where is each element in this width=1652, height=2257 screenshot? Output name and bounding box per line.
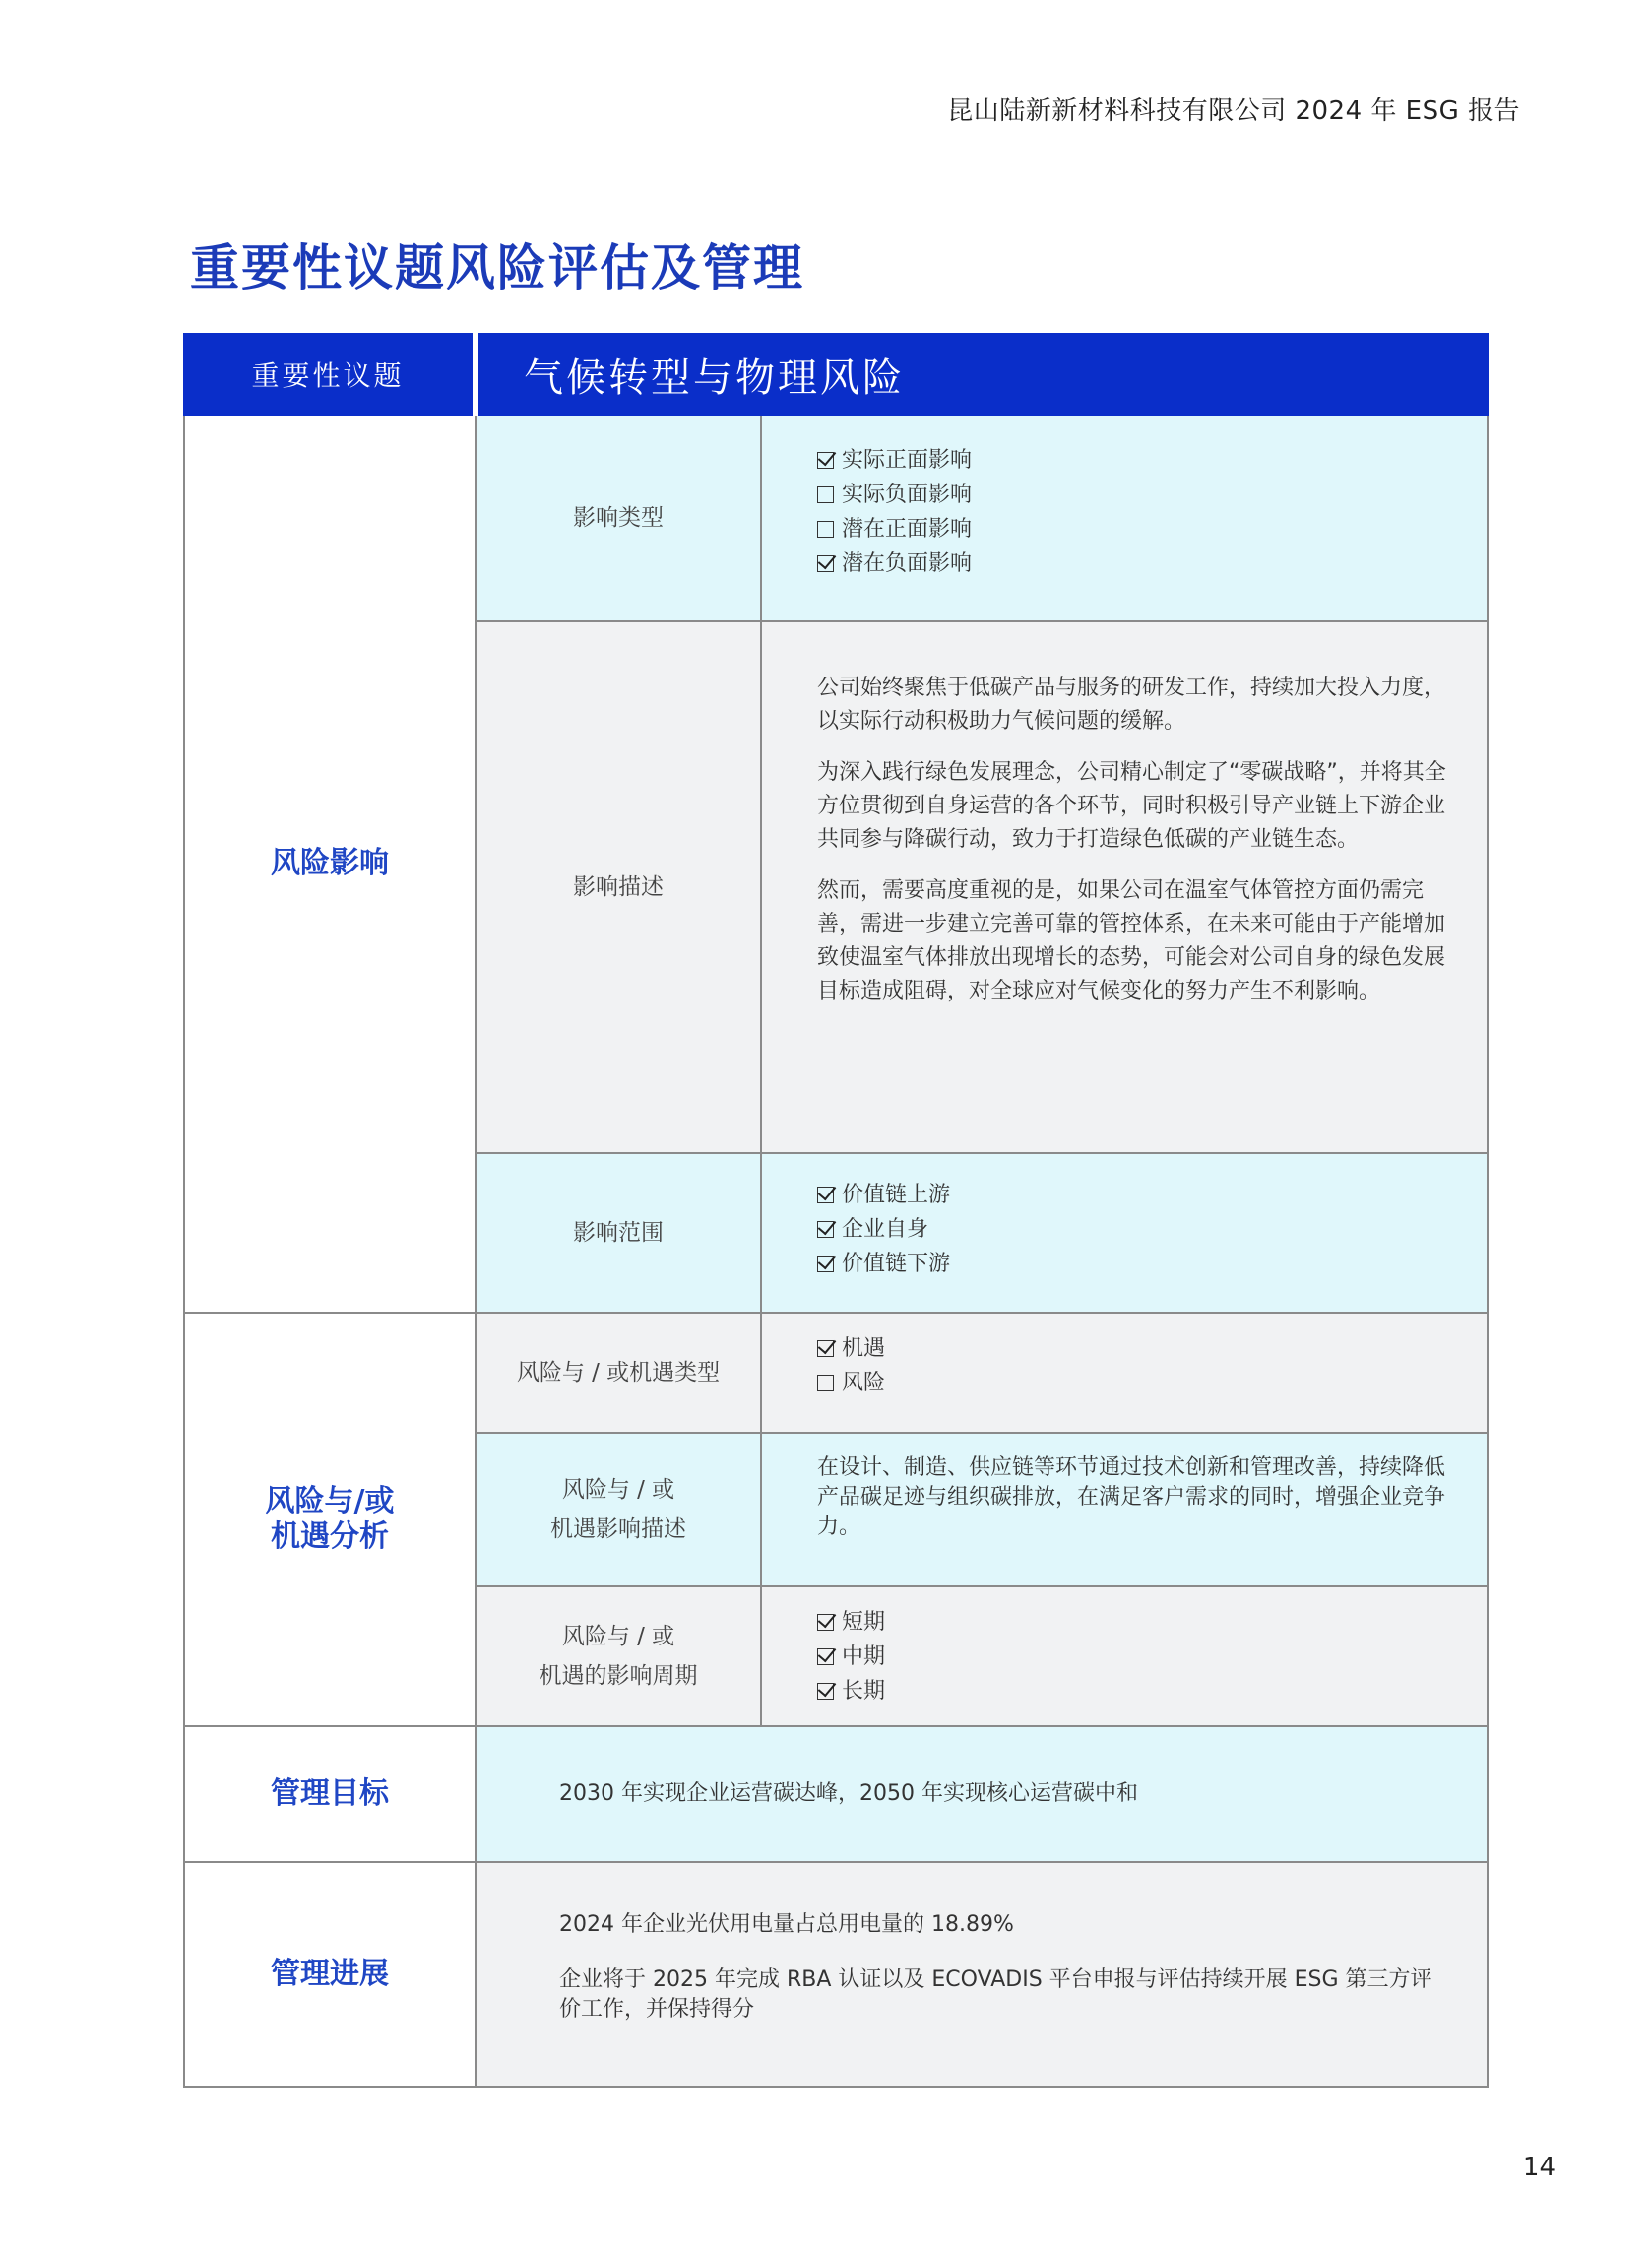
impact-desc-paragraph: 为深入践行绿色发展理念，公司精心制定了“零碳战略”，并将其全方位贯彻到自身运营的各个环节，同时积极引导产业链上下游企业共同参与降碳行动，致力于打造绿色低碳的产业链生态。 [817,760,1446,852]
checkbox-checked-icon [817,452,834,469]
mgmt-progress-label: 管理进展 [183,1863,477,2088]
ro-desc-text: 在设计、制造、供应链等环节通过技术创新和管理改善，持续降低产品碳足迹与组织碳排放，在满足客户需求的同时，增强企业竞争力。 [762,1434,1489,1587]
page-number: 14 [1522,2153,1556,2182]
checkbox-item [817,1247,1447,1281]
checkbox-label: 价值链上游 [842,1182,951,1207]
checkbox-checked-icon [817,1187,834,1203]
risk-opportunity-label [183,1314,477,1727]
checkbox-unchecked-icon [817,1375,834,1391]
checkbox-label: 价值链下游 [842,1251,951,1276]
checkbox-item [817,1178,1447,1212]
checkbox-item [817,1366,1447,1400]
impact-desc-paragraph: 公司始终聚焦于低碳产品与服务的研发工作，持续加大投入力度，以实际行动积极助力气候问题的缓解。 [817,676,1446,734]
impact-desc-label: 影响描述 [477,622,762,1154]
checkbox-item [817,547,1447,581]
checkbox-unchecked-icon [817,486,834,503]
checkbox-label: 企业自身 [842,1216,929,1242]
checkbox-label: 实际负面影响 [842,482,973,507]
report-header: 昆山陆新新材料科技有限公司 2024 年 ESG 报告 [947,97,1520,126]
impact-desc-paragraph: 然而，需要高度重视的是，如果公司在温室气体管控方面仍需完善，需进一步建立完善可靠的管控体系，在未来可能由于产能增加致使温室气体排放出现增长的态势，可能会对公司自身的绿色发展目标造成阻碍，对全球应对气候变化的努力产生不利影响。 [817,878,1446,1003]
checkbox-checked-icon [817,1221,834,1238]
materiality-table [183,333,1489,2088]
checkbox-checked-icon [817,1683,834,1700]
page-title: 重要性议题风险评估及管理 [190,239,804,296]
ro-desc-label [477,1434,762,1587]
checkbox-unchecked-icon [817,521,834,538]
ro-period-label-line1: 风险与 / 或 [561,1624,675,1649]
checkbox-item [817,1212,1447,1247]
risk-opportunity-label-line2: 机遇分析 [271,1519,389,1554]
checkbox-item [817,1674,1447,1709]
topic-label-header: 重要性议题 [183,333,473,416]
ro-desc-label-line1: 风险与 / 或 [561,1477,675,1503]
checkbox-label: 中期 [842,1644,886,1669]
ro-period-options [762,1587,1489,1727]
mgmt-progress-paragraph: 2024 年企业光伏用电量占总用电量的 18.89% [559,1912,1014,1937]
mgmt-goal-text: 2030 年实现企业运营碳达峰，2050 年实现核心运营碳中和 [477,1727,1489,1863]
checkbox-checked-icon [817,555,834,572]
checkbox-checked-icon [817,1256,834,1272]
checkbox-label: 长期 [842,1678,886,1704]
risk-impact-label: 风险影响 [183,416,477,1314]
checkbox-label: 潜在正面影响 [842,516,973,542]
checkbox-item [817,1331,1447,1366]
checkbox-item [817,478,1447,512]
impact-scope-label: 影响范围 [477,1154,762,1314]
topic-value-header: 气候转型与物理风险 [478,333,1489,416]
checkbox-item [817,1605,1447,1640]
risk-opportunity-label-line1: 风险与/或 [265,1484,395,1518]
mgmt-progress-text [477,1863,1489,2088]
checkbox-label: 风险 [842,1370,886,1395]
checkbox-checked-icon [817,1648,834,1665]
checkbox-checked-icon [817,1614,834,1631]
ro-desc-label-line2: 机遇影响描述 [550,1516,686,1542]
mgmt-progress-paragraph: 企业将于 2025 年完成 RBA 认证以及 ECOVADIS 平台申报与评估持续开展 ESG 第三方评价工作，并保持得分 [559,1967,1432,2022]
checkbox-label: 机遇 [842,1335,886,1361]
impact-scope-options [762,1154,1489,1314]
checkbox-item [817,443,1447,478]
checkbox-item [817,512,1447,547]
ro-type-options [762,1314,1489,1434]
checkbox-label: 实际正面影响 [842,447,973,473]
checkbox-label: 潜在负面影响 [842,550,973,576]
ro-period-label [477,1587,762,1727]
ro-type-label: 风险与 / 或机遇类型 [477,1314,762,1434]
impact-type-options [762,416,1489,622]
checkbox-checked-icon [817,1340,834,1357]
mgmt-goal-label: 管理目标 [183,1727,477,1863]
impact-desc-text [762,622,1489,1154]
ro-period-label-line2: 机遇的影响周期 [539,1663,698,1689]
checkbox-item [817,1640,1447,1674]
checkbox-label: 短期 [842,1609,886,1635]
impact-type-label: 影响类型 [477,416,762,622]
